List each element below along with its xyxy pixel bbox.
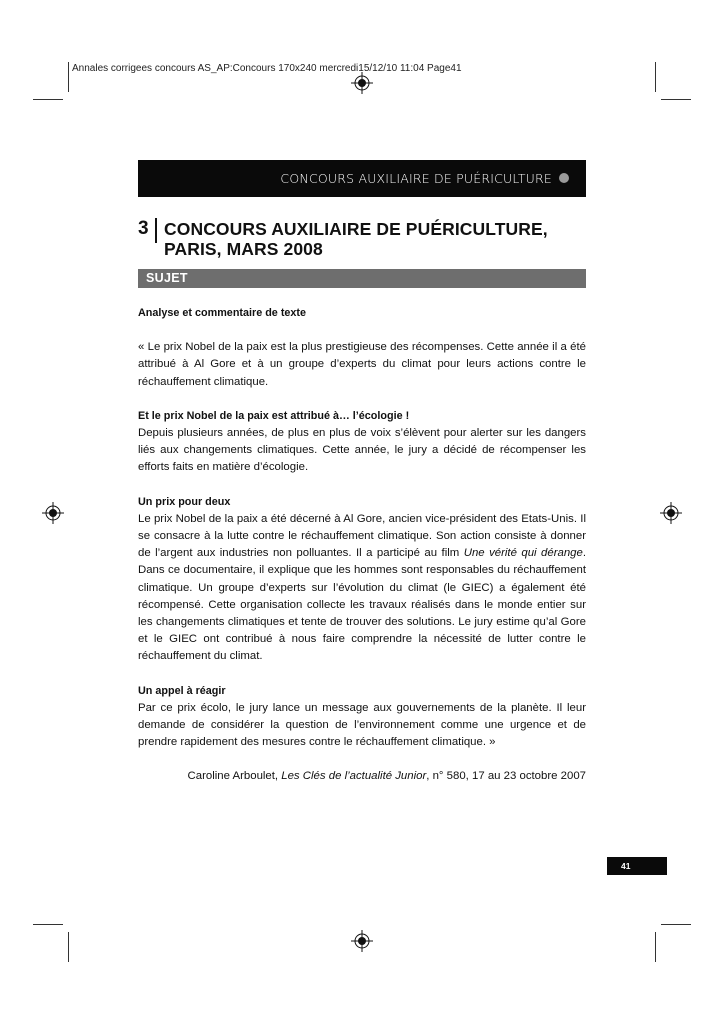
film-title: Une vérité qui dérange bbox=[463, 547, 583, 560]
registration-mark-icon bbox=[351, 930, 373, 952]
intro-paragraph: « Le prix Nobel de la paix est la plus prestigieuse des récompenses. Cette année il a été attribué à Al Gore et à un groupe d’experts du climat pour leurs actions contre le réchauffement climatique. bbox=[138, 341, 586, 388]
citation-source: Les Clés de l’actualité Junior bbox=[281, 770, 427, 783]
print-slug: Annales corrigees concours AS_AP:Concours 170x240 mercredi15/12/10 11:04 Page41 bbox=[72, 63, 462, 74]
crop-mark-br-v bbox=[655, 932, 656, 962]
page-number: 41 bbox=[621, 861, 631, 871]
subheading: Un appel à réagir bbox=[138, 684, 226, 697]
bullet-dot-icon bbox=[559, 173, 569, 183]
running-head-banner bbox=[138, 160, 586, 197]
page-number-tab bbox=[607, 857, 667, 875]
crop-mark-bl-v bbox=[68, 932, 69, 962]
paragraph-text: . Dans ce documentaire, il explique que les hommes sont responsables du réchauffement climatique. Un groupe d’experts sur l’évolution du climat (le GIEC) a également été récompensé. Cette organisation collecte les travaux réalisés dans le monde entier sur les changements climatiques et tente de trouver des solutions. Le jury estime qu’al Gore et le GIEC ont contribué à nous faire comprendre la nécessité de lutter contre le réchauffement du climat. bbox=[138, 547, 587, 663]
registration-mark-icon bbox=[42, 502, 64, 524]
source-citation bbox=[138, 768, 586, 785]
subheading: Un prix pour deux bbox=[138, 495, 231, 508]
section-label: SUJET bbox=[146, 271, 188, 285]
paragraph: Par ce prix écolo, le jury lance un message aux gouvernements de la planète. Il leur demande de considérer la question de l’environnement comme une urgence et de prendre rapidement des mesures contre le réchauffement climatique. » bbox=[138, 701, 586, 749]
registration-mark-icon bbox=[351, 72, 373, 94]
chapter-title bbox=[164, 219, 594, 259]
paragraph: Depuis plusieurs années, de plus en plus de voix s’élèvent pour alerter sur les dangers liés aux changements climatiques. Cette année, le jury a décidé de récompenser les efforts faits en matière d’écologie. bbox=[138, 427, 586, 474]
crop-mark-br-h bbox=[661, 924, 691, 925]
citation-author: Caroline Arboulet, bbox=[187, 770, 282, 783]
crop-mark-tl-h bbox=[33, 99, 63, 100]
paragraph bbox=[138, 511, 586, 666]
crop-mark-bl-h bbox=[33, 924, 63, 925]
registration-mark-icon bbox=[660, 502, 682, 524]
crop-mark-tr-h bbox=[661, 99, 691, 100]
chapter-title-line: CONCOURS AUXILIAIRE DE PUÉRICULTURE, bbox=[164, 219, 548, 239]
crop-mark-tl-v bbox=[68, 62, 69, 92]
section-header bbox=[138, 269, 586, 288]
paragraph-text: Le prix Nobel de la paix a été décerné à Al Gore, ancien vice-président des Etats-Unis. Il se consacre à la lutte contre le réchauffement climatique. Son action consiste à donner de l’argent aux industries non polluantes. Il a participé au film bbox=[138, 512, 586, 560]
chapter-number: 3 bbox=[138, 218, 149, 239]
citation-details: , n° 580, 17 au 23 octobre 2007 bbox=[426, 770, 586, 783]
article-body bbox=[138, 305, 586, 786]
crop-mark-tr-v bbox=[655, 62, 656, 92]
running-head-text: CONCOURS AUXILIAIRE DE PUÉRICULTURE bbox=[280, 171, 552, 186]
exercise-lead: Analyse et commentaire de texte bbox=[138, 307, 307, 319]
chapter-divider bbox=[155, 218, 157, 243]
subheading: Et le prix Nobel de la paix est attribué à… l’écologie ! bbox=[138, 409, 410, 422]
chapter-title-line: PARIS, MARS 2008 bbox=[164, 239, 323, 259]
